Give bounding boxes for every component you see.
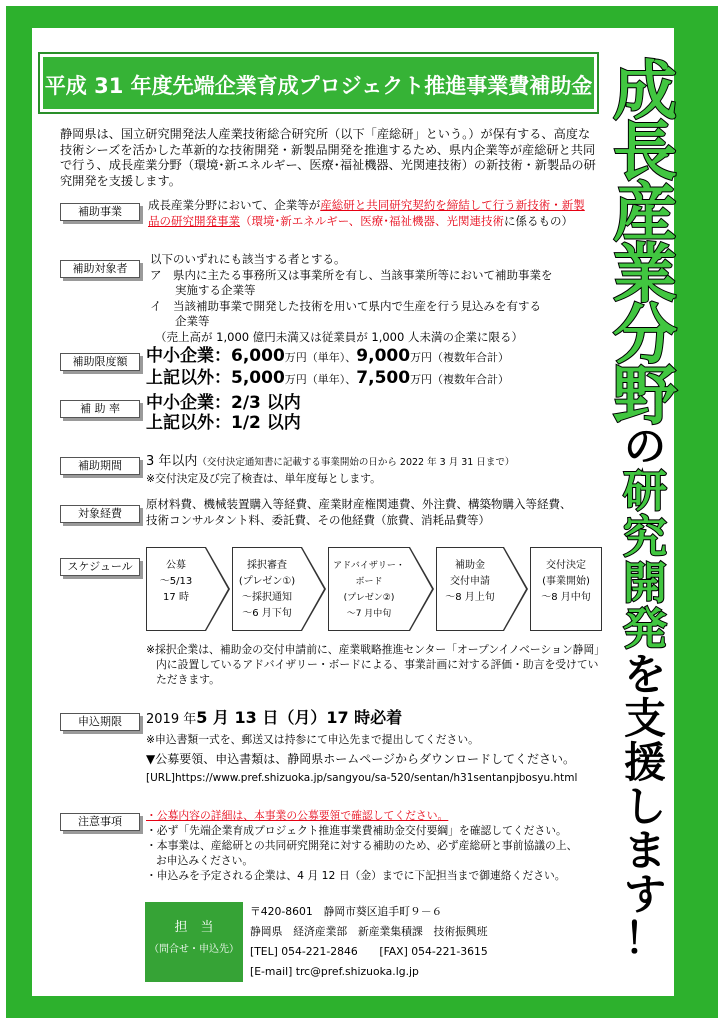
slogan-char: の xyxy=(623,422,666,471)
jigyo-highlight: 産総研と共同研究契約を締結して行う新技術・新製品の研究開発事業 xyxy=(148,198,585,228)
schedule-step-1: 公募 ～5/13 17 時 xyxy=(146,547,206,631)
label-kikan: 補助期間 xyxy=(60,457,140,475)
slogan-char: 成 xyxy=(613,55,677,129)
jigyo-fields: （環境･新エネルギー、医療･福祉機器、光関連技術 xyxy=(240,213,505,228)
keihi-text: 原材料費、機械装置購入等経費、産業財産権関連費、外注費、構築物購入等経費、 技術コンサルタント料、委託費、その他経費（旅費、消耗品費等） xyxy=(146,497,572,527)
slogan-char: 発 xyxy=(623,604,667,655)
slogan-char: 野 xyxy=(613,360,677,434)
label-hojo-jigyo: 補助事業 xyxy=(60,203,140,221)
banner-title: 平成 31 年度先端企業育成プロジェクト推進事業費補助金 xyxy=(44,74,593,98)
contact-label: 担 当 （問合せ・申込先） xyxy=(145,902,243,982)
schedule-arrow-1 xyxy=(206,547,230,631)
contact-info: 〒420-8601 静岡市葵区追手町９－６ 静岡県 経済産業部 新産業集積課 技術振興班 [TEL] 054-221-2846 [FAX] 054-221-3615 [E-mail] trc@pref.shizuoka.lg.jp xyxy=(250,905,488,978)
schedule-arrow-2 xyxy=(302,547,326,631)
slogan-char: し xyxy=(623,782,666,831)
schedule-note: ※採択企業は、補助金の交付申請前に、産業戦略推進センター「オープンイノベーション静岡」 内に設置しているアドバイザリー・ボードによる、事業計画に対する評価・助言を受けてい ただきます。 xyxy=(146,643,606,686)
slogan-char: 研 xyxy=(623,466,667,517)
label-chui: 注意事項 xyxy=(60,813,140,831)
url-text: [URL]https://www.pref.shizuoka.jp/sangyou/sa-520/sentan/h31sentanpjbosyu.html xyxy=(146,771,578,784)
gendo-text: 中小企業：6,000万円（単年）、9,000万円（複数年合計） 上記以外：5,000万円（単年）、7,500万円（複数年合計） xyxy=(146,346,510,388)
jigyo-text: 成長産業分野において、企業等が産総研と共同研究契約を締結して行う新技術・新製品の研究開発事業（環境･新エネルギー、医療･福祉機器、光関連技術に係るもの） xyxy=(148,198,585,228)
title-banner xyxy=(40,54,597,112)
label-taisho: 補助対象者 xyxy=(60,260,140,278)
slogan-char: 援 xyxy=(623,738,666,787)
chui-text: ・公募内容の詳細は、本事業の公募要領で確認してください。 ・必ず「先端企業育成プロジェクト推進事業費補助金交付要綱」を確認してください。 ・本事業は、産総研との共同研究開発に対する補助のため、必ず産総研と事前協議の上、 お申込みください。 ・申込みを予定される企業は、4 月 12 日（金）までに下記担当まで御連絡ください。 xyxy=(146,809,578,882)
slogan-char: ！ xyxy=(623,914,666,963)
schedule-step-5: 交付決定 (事業開始) ～8 月中旬 xyxy=(530,547,602,631)
label-kigen: 申込期限 xyxy=(60,713,140,731)
slogan-char: 産 xyxy=(613,177,677,251)
label-keihi: 対象経費 xyxy=(60,505,140,523)
vertical-slogan xyxy=(605,55,685,990)
kigen-text: 2019 年5 月 13 日（月）17 時必着 ※申込書類一式を、郵送又は持参にて申込先まで提出してください。 ▼公募要領、申込書類は、静岡県ホームページからダウンロードしてください。 [URL]https://www.pref.shizuoka.jp/sangyou/sa-520/sentan/h31sentanpjbosyu.html xyxy=(146,708,606,786)
ritsu-text: 中小企業：2/3 以内 上記以外：1/2 以内 xyxy=(146,393,301,433)
slogan-char: 長 xyxy=(613,116,677,190)
taisho-text: 以下のいずれにも該当する者とする。 ア 県内に主たる事務所又は事業所を有し、当該事業所等において補助事業を 実施する企業等 イ 当該補助事業で開発した技術を用いて県内で生産を行う見込みを有する 企業等 （売上高が 1,000 億円未満又は従業員が 1,000 人未満の企業に限る） xyxy=(150,252,553,344)
kikan-text: 3 年以内（交付決定通知書に記載する事業開始の日から 2022 年 3 月 31 日まで） ※交付決定及び完了検査は、単年度毎とします。 xyxy=(146,454,515,485)
slogan-char: 支 xyxy=(623,694,666,743)
slogan-char: を xyxy=(623,650,666,699)
label-ritsu: 補 助 率 xyxy=(60,400,140,418)
intro-text: 静岡県は、国立研究開発法人産業技術総合研究所（以下「産総研」という。）が保有する、高度な技術シーズを活かした革新的な技術開発・新製品開発を推進するため、県内企業等が産総研と共同で行う、成長産業分野（環境･新エネルギー、医療･福祉機器、光関連技術）の新技術・新製品の研究開発を支援します。 xyxy=(60,127,596,188)
schedule-step-4: 補助金 交付申請 ～8 月上旬 xyxy=(436,547,504,631)
slogan-char: 分 xyxy=(613,299,677,373)
slogan-char: ま xyxy=(623,826,666,875)
schedule-arrow-4 xyxy=(504,547,528,631)
slogan-char: 究 xyxy=(623,512,667,563)
schedule-step-2: 採択審査 (プレゼン①) ～採択通知 ～6 月下旬 xyxy=(232,547,302,631)
label-schedule: スケジュール xyxy=(60,558,140,576)
slogan-char: 業 xyxy=(613,238,677,312)
schedule-step-3: アドバイザリー・ ボード (プレゼン②) ～7 月中旬 xyxy=(328,547,410,631)
label-gendo: 補助限度額 xyxy=(60,353,140,371)
slogan-char: 開 xyxy=(623,558,667,609)
slogan-char: す xyxy=(623,870,666,919)
schedule-arrow-3 xyxy=(410,547,434,631)
